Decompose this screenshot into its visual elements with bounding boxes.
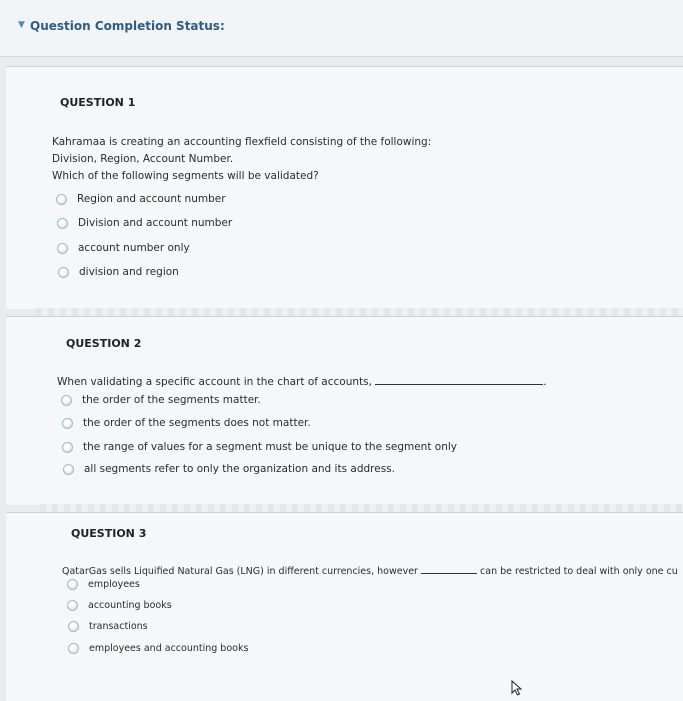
radio-button[interactable] xyxy=(57,243,68,254)
question-2-text-before: When validating a specific account in the chart of accounts, xyxy=(57,376,372,388)
question-1-heading: QUESTION 1 xyxy=(60,96,136,109)
radio-button[interactable] xyxy=(58,267,69,278)
question-1-option-1[interactable] xyxy=(56,190,226,208)
question-1-option-3[interactable] xyxy=(57,239,190,257)
question-2-option-4[interactable] xyxy=(63,460,395,478)
mouse-pointer-icon xyxy=(510,680,524,696)
radio-button[interactable] xyxy=(62,442,73,453)
radio-button[interactable] xyxy=(61,395,72,406)
option-label: accounting books xyxy=(88,599,172,611)
chevron-down-icon[interactable]: ▼ xyxy=(18,20,25,30)
question-completion-status-bar[interactable] xyxy=(0,0,683,57)
question-2-option-1[interactable] xyxy=(61,391,261,409)
question-3-option-3[interactable] xyxy=(68,617,148,635)
status-title[interactable]: Question Completion Status: xyxy=(30,19,225,33)
question-2-option-3[interactable] xyxy=(62,438,457,456)
question-1-option-4[interactable] xyxy=(58,263,179,281)
question-3-text xyxy=(62,563,678,580)
question-divider xyxy=(40,504,683,512)
question-1-option-2[interactable] xyxy=(57,214,232,232)
option-label: transactions xyxy=(89,620,148,632)
question-3-option-4[interactable] xyxy=(68,639,248,657)
radio-button[interactable] xyxy=(62,418,73,429)
question-3-option-1[interactable] xyxy=(67,575,140,593)
radio-button[interactable] xyxy=(68,621,79,632)
radio-button[interactable] xyxy=(57,218,68,229)
question-3-text-before: QatarGas sells Liquified Natural Gas (LNG) in different currencies, however xyxy=(62,566,418,577)
option-label: the range of values for a segment must be unique to the segment only xyxy=(83,441,457,453)
question-1-text-line-3: Which of the following segments will be validated? xyxy=(52,170,319,182)
answer-blank xyxy=(375,374,543,385)
radio-button[interactable] xyxy=(56,194,67,205)
question-3-text-after: can be restricted to deal with only one cu xyxy=(480,566,678,577)
option-label: employees xyxy=(88,578,140,590)
answer-blank xyxy=(421,563,477,574)
question-3-heading: QUESTION 3 xyxy=(71,527,147,540)
radio-button[interactable] xyxy=(63,464,74,475)
radio-button[interactable] xyxy=(68,643,79,654)
question-2-option-2[interactable] xyxy=(62,414,311,432)
question-1-text-line-2: Division, Region, Account Number. xyxy=(52,153,234,165)
question-2-text xyxy=(57,374,547,390)
option-label: account number only xyxy=(78,242,190,254)
question-2-heading: QUESTION 2 xyxy=(66,337,142,350)
question-divider xyxy=(36,308,683,316)
question-2-text-after: . xyxy=(543,376,547,388)
option-label: the order of the segments matter. xyxy=(82,394,261,406)
question-3-option-2[interactable] xyxy=(67,596,172,614)
option-label: Region and account number xyxy=(77,193,226,205)
question-1-text-line-1: Kahramaa is creating an accounting flexfield consisting of the following: xyxy=(52,136,432,148)
option-label: the order of the segments does not matter. xyxy=(83,417,311,429)
radio-button[interactable] xyxy=(67,579,78,590)
option-label: division and region xyxy=(79,266,179,278)
option-label: employees and accounting books xyxy=(89,642,249,654)
option-label: all segments refer to only the organization and its address. xyxy=(84,463,395,475)
radio-button[interactable] xyxy=(67,600,78,611)
option-label: Division and account number xyxy=(78,217,233,229)
